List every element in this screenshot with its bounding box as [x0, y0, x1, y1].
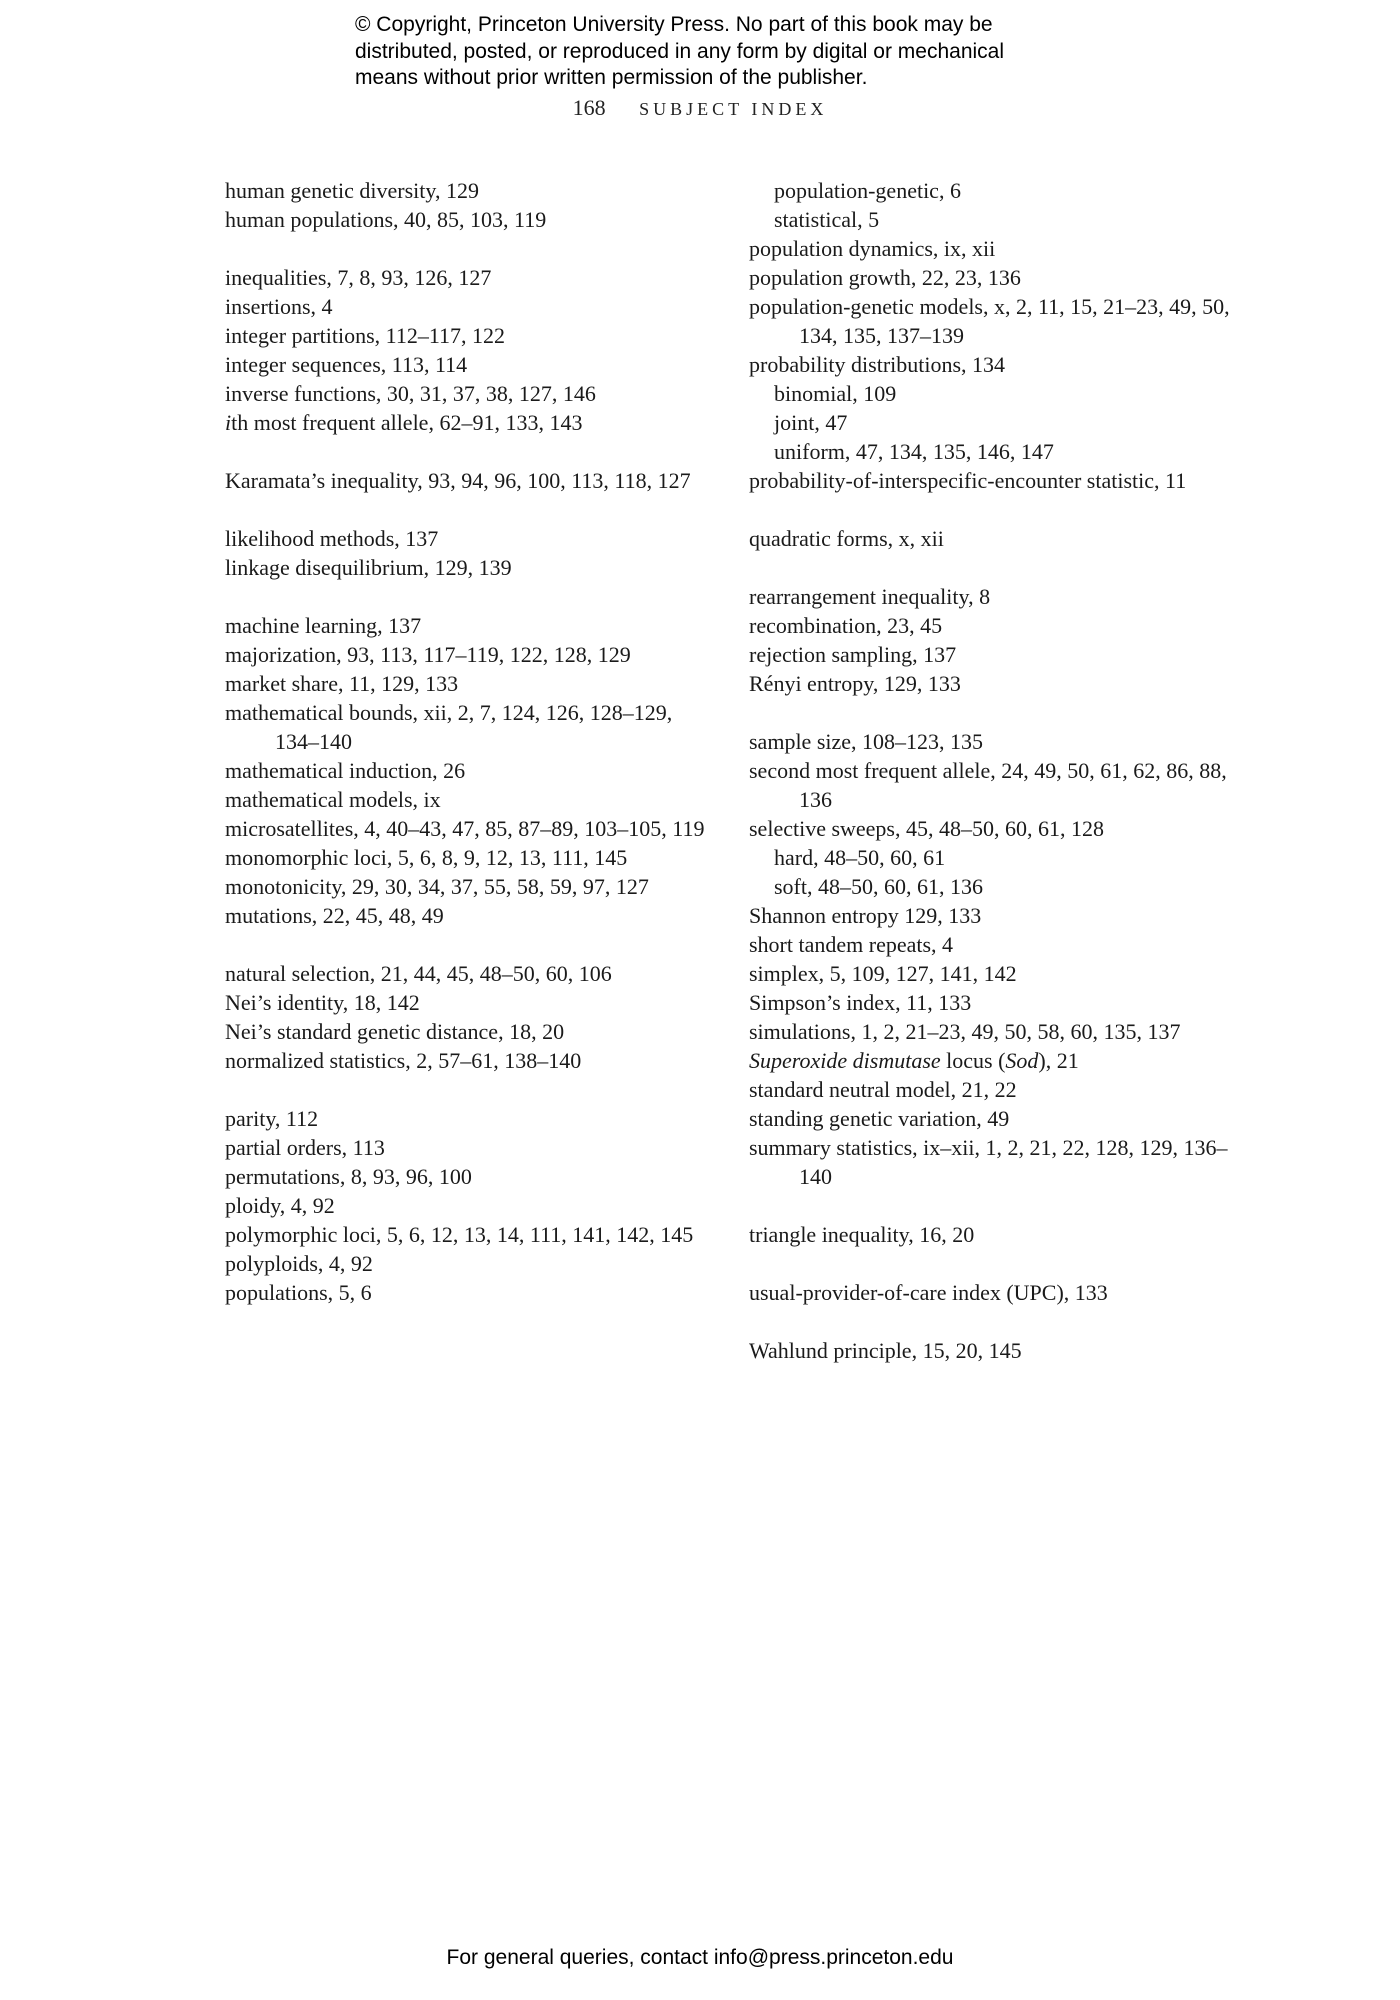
entry-text: Rényi entropy, 129, 133 — [749, 671, 961, 696]
entry-text: short tandem repeats, 4 — [749, 932, 954, 957]
entry-text: population-genetic models, x, 2, 11, 15, 21–23, 49, 50, 134, 135, 137–139 — [749, 294, 1230, 348]
entry-text: binomial, 109 — [774, 381, 897, 406]
entry-text: linkage disequilibrium, 129, 139 — [225, 555, 512, 580]
entry-text: insertions, 4 — [225, 294, 333, 319]
index-entry — [749, 959, 1249, 988]
index-entry — [749, 669, 1249, 698]
entry-text: normalized statistics, 2, 57–61, 138–140 — [225, 1048, 582, 1073]
index-entry — [749, 611, 1249, 640]
index-entry — [225, 959, 705, 988]
index-entry — [225, 292, 705, 321]
letter-group-gap — [749, 698, 1249, 727]
entry-text: likelihood methods, 137 — [225, 526, 439, 551]
entry-text: summary statistics, ix–xii, 1, 2, 21, 22, 128, 129, 136–140 — [749, 1135, 1228, 1189]
index-entry — [749, 1046, 1249, 1075]
entry-text: partial orders, 113 — [225, 1135, 385, 1160]
entry-text: mathematical models, ix — [225, 787, 441, 812]
index-entry — [225, 205, 705, 234]
letter-group-gap — [225, 1075, 705, 1104]
page-number: 168 — [572, 95, 606, 120]
entry-text: hard, 48–50, 60, 61 — [774, 845, 946, 870]
index-column-right — [749, 176, 1249, 1365]
entry-text: parity, 112 — [225, 1106, 319, 1131]
index-entry — [225, 321, 705, 350]
letter-group-gap — [225, 495, 705, 524]
index-entry — [225, 1162, 705, 1191]
entry-text: Nei’s standard genetic distance, 18, 20 — [225, 1019, 565, 1044]
entry-text: locus ( — [940, 1048, 1006, 1073]
italic-term: Sod — [1005, 1048, 1039, 1073]
entry-text: populations, 5, 6 — [225, 1280, 372, 1305]
index-entry — [225, 1191, 705, 1220]
index-entry — [749, 582, 1249, 611]
index-entry — [749, 727, 1249, 756]
index-entry — [225, 350, 705, 379]
entry-text: standard neutral model, 21, 22 — [749, 1077, 1017, 1102]
entry-text: joint, 47 — [774, 410, 848, 435]
copyright-line: © Copyright, Princeton University Press. No part of this book may be — [355, 13, 993, 36]
entry-text: natural selection, 21, 44, 45, 48–50, 60, 106 — [225, 961, 612, 986]
index-entry — [749, 1104, 1249, 1133]
index-entry — [225, 1278, 705, 1307]
index-entry — [225, 843, 705, 872]
index-entry — [225, 466, 705, 495]
entry-text: rejection sampling, 137 — [749, 642, 957, 667]
entry-text: polyploids, 4, 92 — [225, 1251, 373, 1276]
entry-text: probability distributions, 134 — [749, 352, 1006, 377]
index-entry — [749, 901, 1249, 930]
index-subentry — [749, 872, 1249, 901]
entry-text: inequalities, 7, 8, 93, 126, 127 — [225, 265, 492, 290]
index-entry — [749, 1278, 1249, 1307]
index-subentry — [749, 843, 1249, 872]
index-entry — [225, 1104, 705, 1133]
index-entry — [225, 901, 705, 930]
entry-text: majorization, 93, 113, 117–119, 122, 128, 129 — [225, 642, 631, 667]
index-entry — [749, 292, 1249, 350]
entry-text: mathematical induction, 26 — [225, 758, 466, 783]
index-entry — [225, 611, 705, 640]
entry-text: monomorphic loci, 5, 6, 8, 9, 12, 13, 111, 145 — [225, 845, 628, 870]
index-entry — [225, 408, 705, 437]
index-entry — [749, 524, 1249, 553]
index-entry — [749, 1336, 1249, 1365]
letter-group-gap — [749, 1307, 1249, 1336]
index-entry — [225, 1220, 705, 1249]
entry-text: uniform, 47, 134, 135, 146, 147 — [774, 439, 1054, 464]
entry-text: ), 21 — [1038, 1048, 1079, 1073]
letter-group-gap — [749, 553, 1249, 582]
entry-text: human populations, 40, 85, 103, 119 — [225, 207, 547, 232]
entry-text: Karamata’s inequality, 93, 94, 96, 100, 113, 118, 127 — [225, 468, 691, 493]
entry-text: th most frequent allele, 62–91, 133, 143 — [231, 410, 583, 435]
entry-text: machine learning, 137 — [225, 613, 422, 638]
letter-group-gap — [749, 1191, 1249, 1220]
index-entry — [225, 756, 705, 785]
index-entry — [225, 1249, 705, 1278]
header-title: SUBJECT INDEX — [639, 99, 828, 119]
index-subentry — [749, 437, 1249, 466]
index-entry — [225, 988, 705, 1017]
index-entry — [225, 669, 705, 698]
entry-text: polymorphic loci, 5, 6, 12, 13, 14, 111, 141, 142, 145 — [225, 1222, 694, 1247]
entry-text: simplex, 5, 109, 127, 141, 142 — [749, 961, 1017, 986]
index-entry — [225, 872, 705, 901]
copyright-notice — [355, 12, 1115, 92]
letter-group-gap — [225, 437, 705, 466]
index-entry — [749, 263, 1249, 292]
index-entry — [749, 1133, 1249, 1191]
entry-text: mutations, 22, 45, 48, 49 — [225, 903, 444, 928]
entry-text: rearrangement inequality, 8 — [749, 584, 991, 609]
entry-text: selective sweeps, 45, 48–50, 60, 61, 128 — [749, 816, 1104, 841]
index-entry — [749, 930, 1249, 959]
entry-text: ploidy, 4, 92 — [225, 1193, 335, 1218]
index-entry — [225, 553, 705, 582]
index-entry — [749, 1017, 1249, 1046]
index-subentry — [749, 379, 1249, 408]
entry-text: soft, 48–50, 60, 61, 136 — [774, 874, 983, 899]
copyright-line: distributed, posted, or reproduced in any form by digital or mechanical — [355, 39, 1005, 63]
running-header — [0, 95, 1400, 121]
copyright-line: means without prior written permission of the publisher. — [355, 66, 868, 89]
entry-text: second most frequent allele, 24, 49, 50, 61, 62, 86, 88, 136 — [749, 758, 1227, 812]
index-entry — [749, 1220, 1249, 1249]
index-entry — [225, 698, 705, 756]
entry-text: integer sequences, 113, 114 — [225, 352, 468, 377]
entry-text: Shannon entropy 129, 133 — [749, 903, 982, 928]
italic-term: i — [225, 410, 232, 435]
entry-text: Nei’s identity, 18, 142 — [225, 990, 420, 1015]
entry-text: population growth, 22, 23, 136 — [749, 265, 1021, 290]
index-entry — [225, 1017, 705, 1046]
index-column-left — [225, 176, 705, 1307]
entry-text: microsatellites, 4, 40–43, 47, 85, 87–89, 103–105, 119 — [225, 816, 705, 841]
index-entry — [749, 350, 1249, 379]
footer-contact: For general queries, contact info@press.princeton.edu — [446, 1946, 954, 1969]
index-subentry — [749, 176, 1249, 205]
entry-text: probability-of-interspecific-encounter statistic, 11 — [749, 468, 1187, 493]
entry-text: standing genetic variation, 49 — [749, 1106, 1010, 1131]
index-entry — [749, 466, 1249, 495]
index-entry — [225, 640, 705, 669]
entry-text: population-genetic, 6 — [774, 178, 961, 203]
index-subentry — [749, 408, 1249, 437]
letter-group-gap — [225, 930, 705, 959]
index-entry — [225, 524, 705, 553]
index-entry — [225, 379, 705, 408]
entry-text: permutations, 8, 93, 96, 100 — [225, 1164, 472, 1189]
index-entry — [225, 1046, 705, 1075]
entry-text: mathematical bounds, xii, 2, 7, 124, 126, 128–129, 134–140 — [225, 700, 673, 754]
index-entry — [225, 263, 705, 292]
entry-text: Simpson’s index, 11, 133 — [749, 990, 972, 1015]
entry-text: statistical, 5 — [774, 207, 880, 232]
entry-text: usual-provider-of-care index (UPC), 133 — [749, 1280, 1108, 1305]
entry-text: recombination, 23, 45 — [749, 613, 943, 638]
italic-term: Superoxide dismutase — [749, 1048, 941, 1073]
entry-text: monotonicity, 29, 30, 34, 37, 55, 58, 59, 97, 127 — [225, 874, 649, 899]
index-entry — [749, 756, 1249, 814]
index-entry — [749, 1075, 1249, 1104]
index-entry — [749, 640, 1249, 669]
index-entry — [749, 988, 1249, 1017]
index-entry — [225, 176, 705, 205]
letter-group-gap — [225, 234, 705, 263]
entry-text: Wahlund principle, 15, 20, 145 — [749, 1338, 1022, 1363]
entry-text: human genetic diversity, 129 — [225, 178, 479, 203]
letter-group-gap — [749, 495, 1249, 524]
index-subentry — [749, 205, 1249, 234]
entry-text: integer partitions, 112–117, 122 — [225, 323, 506, 348]
index-entry — [749, 234, 1249, 263]
entry-text: triangle inequality, 16, 20 — [749, 1222, 975, 1247]
letter-group-gap — [225, 582, 705, 611]
index-entry — [225, 1133, 705, 1162]
entry-text: simulations, 1, 2, 21–23, 49, 50, 58, 60, 135, 137 — [749, 1019, 1181, 1044]
entry-text: market share, 11, 129, 133 — [225, 671, 459, 696]
entry-text: sample size, 108–123, 135 — [749, 729, 984, 754]
entry-text: population dynamics, ix, xii — [749, 236, 996, 261]
index-entry — [225, 814, 705, 843]
index-entry — [749, 814, 1249, 843]
entry-text: quadratic forms, x, xii — [749, 526, 944, 551]
index-entry — [225, 785, 705, 814]
letter-group-gap — [749, 1249, 1249, 1278]
entry-text: inverse functions, 30, 31, 37, 38, 127, 146 — [225, 381, 596, 406]
